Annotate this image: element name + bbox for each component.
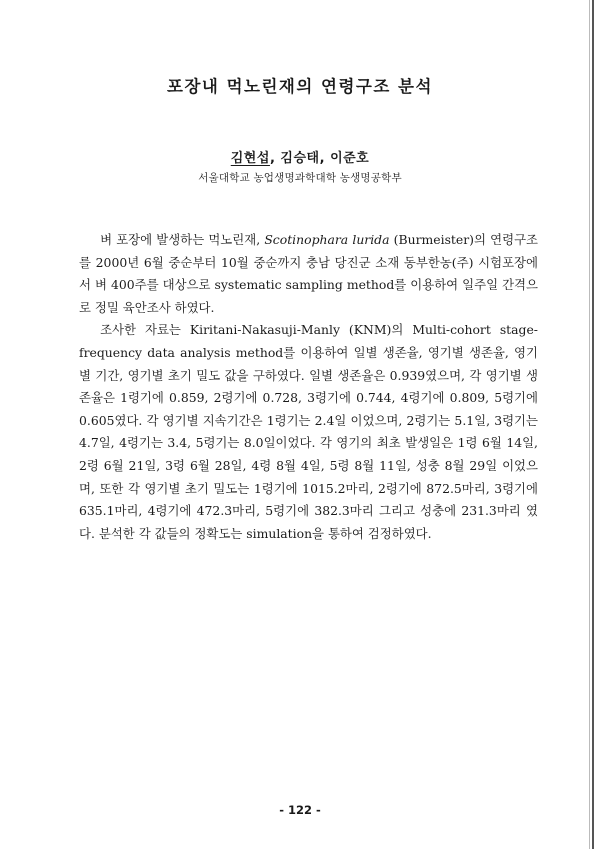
paper-title: 포장내 먹노린재의 연령구조 분석: [167, 77, 433, 96]
affiliation: 서울대학교 농업생명과학대학 농생명공학부: [198, 172, 402, 184]
author-2: 김승태: [280, 151, 320, 166]
presenting-author: 김현섭: [230, 151, 270, 166]
species-name: Scotinophara lurida: [264, 232, 390, 247]
abstract-paragraph-1: [79, 229, 538, 319]
page-edge-line-inner: [589, 0, 590, 849]
page-number: - 122 -: [279, 803, 321, 817]
author-separator: ,: [269, 151, 281, 166]
abstract-body: [79, 229, 538, 545]
author-separator: ,: [319, 151, 331, 166]
author-3: 이준호: [330, 151, 370, 166]
abstract-text: (Burmeister)의 연령구조를 2000년 6월 중순부터 10월 중순까지 충남 당진군 소재 동부한농(주) 시험포장에서 벼 400주를 대상으로 systematic sampling method를 이용하여 일주일 간격으로 정밀 육안조사 하였다.: [79, 232, 539, 315]
author-list: [0, 147, 600, 166]
page-edge-line: [592, 0, 594, 849]
abstract-paragraph-2: 조사한 자료는 Kiritani-Nakasuji-Manly (KNM)의 Multi-cohort stage-frequency data analysis method를 이용하여 일별 생존율, 영기별 생존율, 영기별 기간, 영기별 초기 밀도 값을 구하였다. 일별 생존율은 0.939였으며, 각 영기별 생존율은 1령기에 0.859, 2령기에 0.728, 3령기에 0.744, 4령기에 0.809, 5령기에 0.605였다. 각 영기별 지속기간은 1령기는 2.4일 이었으며, 2령기는 5.1일, 3령기는 4.7일, 4령기는 3.4, 5령기는 8.0일이었다. 각 영기의 최초 발생일은 1령 6월 14일, 2령 6월 21일, 3령 6월 28일, 4령 8월 4일, 5령 8월 11일, 성충 8월 29일 이었으며, 또한 각 영기별 초기 밀도는 1령기에 1015.2마리, 2령기에 872.5마리, 3령기에 635.1마리, 4령기에 472.3마리, 5령기에 382.3마리 그리고 성충에 231.3마리 였다. 분석한 각 값들의 정확도는 simulation을 통하여 검정하였다.: [79, 322, 538, 541]
abstract-text: 벼 포장에 발생하는 먹노린재,: [100, 232, 265, 247]
